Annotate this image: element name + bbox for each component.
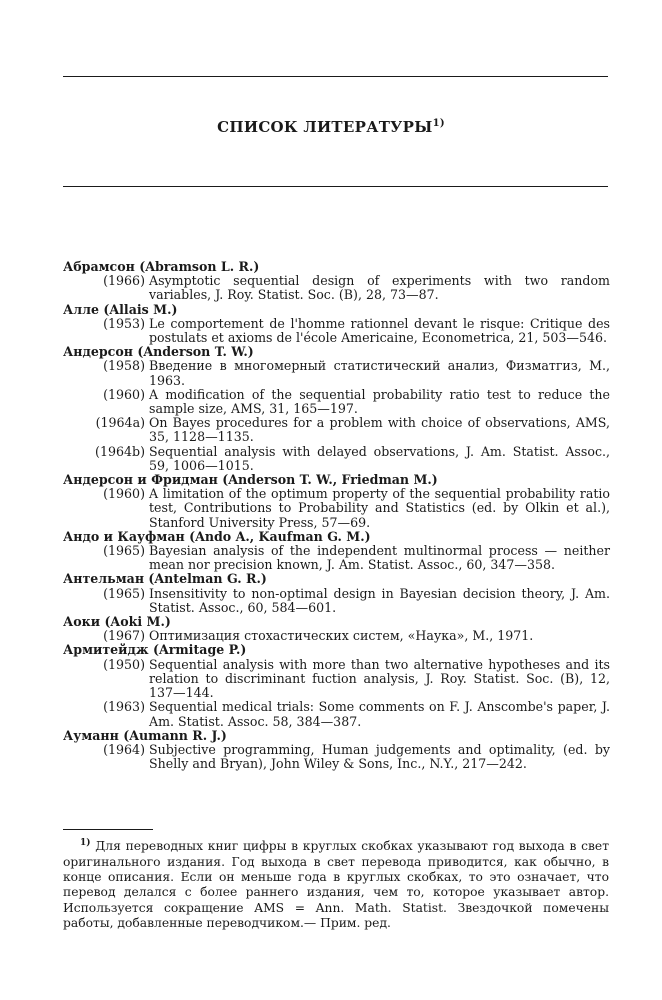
footnote-rule bbox=[63, 829, 153, 830]
reference-year: (1967) bbox=[103, 628, 145, 644]
reference-year: (1950) bbox=[103, 656, 145, 672]
reference-entry bbox=[63, 487, 610, 530]
page-title bbox=[0, 118, 662, 136]
reference-text: A limitation of the optimum property of the sequential probability ratio test, Contributions to Probability and Statistics (ed. by Olkin et al.), Stanford University Press, 57—69. bbox=[149, 486, 610, 530]
reference-text: Оптимизация стохастических систем, «Наука», М., 1971. bbox=[149, 628, 534, 644]
reference-author: Ауманн (Aumann R. J.) bbox=[63, 727, 227, 743]
reference-author: Абрамсон (Abramson L. R.) bbox=[63, 259, 260, 274]
footnote bbox=[63, 836, 609, 932]
reference-entry bbox=[63, 700, 610, 728]
top-rule bbox=[63, 76, 608, 77]
reference-entry bbox=[63, 388, 610, 416]
reference-text: Le comportement de l'homme rationnel devant le risque: Critique des postulats et axioms de l'école Americaine, Econometrica, 21, 503—546. bbox=[149, 315, 610, 346]
reference-author: Антельман (Antelman G. R.) bbox=[63, 571, 267, 587]
reference-year: (1965) bbox=[103, 543, 145, 559]
reference-year: (1963) bbox=[103, 699, 145, 715]
reference-text: Sequential analysis with more than two alternative hypotheses and its relation to discriminant fuction analysis, J. Roy. Statist. Soc. (B), 12, 137—144. bbox=[149, 656, 610, 701]
reference-entry bbox=[63, 587, 610, 615]
reference-entry bbox=[63, 743, 610, 771]
title-rule bbox=[63, 186, 608, 187]
reference-text: Введение в многомерный статистический анализ, Физматгиз, М., 1963. bbox=[149, 358, 610, 388]
reference-year: (1960) bbox=[103, 486, 145, 502]
reference-text: Asymptotic sequential design of experiments with two random variables, J. Roy. Statist. Soc. (B), 28, 73—87. bbox=[149, 273, 610, 303]
title-footnote-mark: 1) bbox=[432, 118, 445, 129]
reference-entry bbox=[63, 544, 610, 572]
reference-text: Subjective programming, Human judgements and optimality, (ed. by Shelly and Bryan), John Wiley & Sons, Inc., N.Y., 217—242. bbox=[149, 741, 610, 772]
reference-entry bbox=[63, 274, 610, 302]
reference-text: A modification of the sequential probability ratio test to reduce the sample size, AMS, 31, 165—197. bbox=[149, 386, 610, 417]
reference-year: (1953) bbox=[103, 315, 145, 331]
reference-entry bbox=[63, 317, 610, 345]
reference-author: Аоки (Aoki M.) bbox=[63, 614, 171, 630]
reference-text: On Bayes procedures for a problem with choice of observations, AMS, 35, 1128—1135. bbox=[149, 415, 610, 445]
reference-year: (1964a) bbox=[95, 415, 145, 431]
footnote-mark: 1) bbox=[80, 838, 91, 848]
reference-entry bbox=[63, 445, 610, 473]
reference-author: Андерсон и Фридман (Anderson T. W., Friedman M.) bbox=[63, 472, 438, 488]
reference-author: Андерсон (Anderson T. W.) bbox=[63, 344, 254, 360]
reference-year: (1964b) bbox=[95, 443, 145, 459]
reference-text: Insensitivity to non-optimal design in Bayesian decision theory, J. Am. Statist. Assoc., 60, 584—601. bbox=[149, 585, 610, 615]
reference-year: (1958) bbox=[103, 358, 145, 374]
reference-author: Армитейдж (Armitage P.) bbox=[63, 642, 247, 658]
reference-year: (1964) bbox=[103, 741, 145, 757]
reference-entry bbox=[63, 359, 610, 387]
reference-entry bbox=[63, 416, 610, 444]
reference-year: (1965) bbox=[103, 585, 145, 601]
reference-text: Sequential medical trials: Some comments on F. J. Anscombe's paper, J. Am. Statist. Assoc. 58, 384—387. bbox=[149, 699, 610, 729]
reference-text: Sequential analysis with delayed observations, J. Am. Statist. Assoc., 59, 1006—1015. bbox=[149, 443, 610, 473]
reference-year: (1966) bbox=[103, 273, 145, 289]
reference-list bbox=[63, 260, 610, 771]
reference-year: (1960) bbox=[103, 386, 145, 402]
footnote-text: Для переводных книг цифры в круглых скобках указывают год выхода в свет оригинального издания. Год выхода в свет перевода приводится, как обычно, в конце описания. Если он меньше года в круглых скобках, то это означает, что перевод делался с более раннего издания, чем то, которое указывает автор. Используется сокращение AMS = Ann. Math. Statist. Звездочкой помечены работы, добавленные переводчиком.— Прим. ред. bbox=[63, 839, 609, 931]
page-title-text: СПИСОК ЛИТЕРАТУРЫ bbox=[217, 118, 433, 136]
reference-text: Bayesian analysis of the independent multinormal process — neither mean nor precision known, J. Am. Statist. Assoc., 60, 347—358. bbox=[149, 543, 610, 573]
reference-author: Алле (Allais M.) bbox=[63, 301, 178, 317]
reference-author: Андо и Кауфман (Ando A., Kaufman G. M.) bbox=[63, 528, 371, 544]
reference-entry bbox=[63, 658, 610, 701]
reference-entry bbox=[63, 629, 610, 643]
